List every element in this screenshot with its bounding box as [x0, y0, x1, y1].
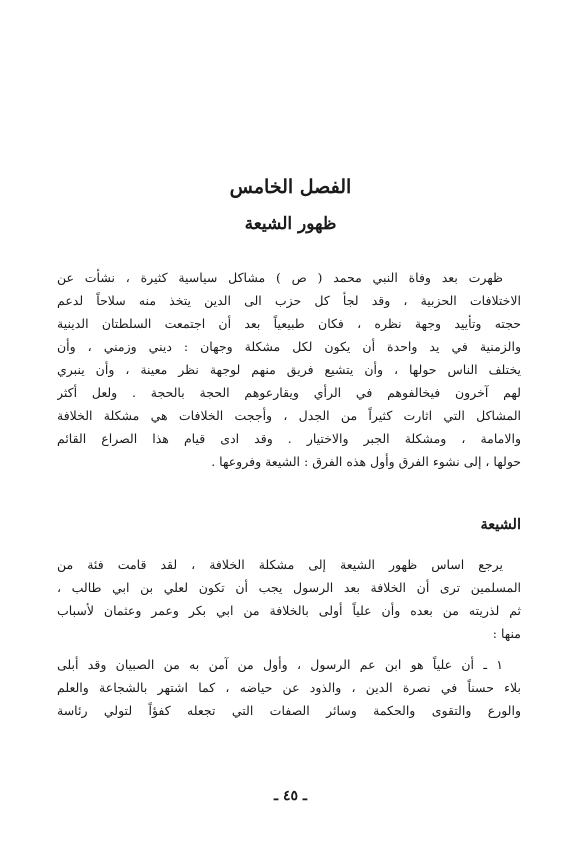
text-line: منها : — [492, 626, 521, 641]
text-line: المشاكل التي اثارت كثيراً من الجدل ، وأججت الخلافات هي مشكلة الخلافة — [57, 408, 521, 423]
text-line: والامامة ، ومشكلة الجبر والاختيار . وقد ادى قيام هذا الصراع القائم — [57, 431, 521, 446]
chapter-title: الفصل الخامس — [229, 176, 352, 198]
text-line: يرجع اساس ظهور الشيعة إلى مشكلة الخلافة ، لقد قامت فئة من — [57, 557, 503, 572]
section-heading: الشيعة — [480, 516, 521, 533]
text-line: لهم آخرون فيخالفوهم في الرأي ويقارعوهم الحجة بالحجة . ولعل أكثر — [57, 385, 521, 400]
text-line: ١ ـ أن علياً هو ابن عم الرسول ، وأول من آمن به من الصبيان وقد أبلى — [57, 657, 503, 672]
text-line: ثم لذريته من بعده وأن علياً أولى بالخلافة من ابي بكر وعمر وعثمان لأسباب — [57, 603, 521, 618]
paragraph-intro — [57, 266, 521, 473]
text-line: والزمنية في يد واحدة أن يكون لكل مشكلة وجهان : ديني وزمني ، وأن — [57, 339, 521, 354]
paragraph-reason-one — [57, 653, 521, 722]
text-line: والورع والتقوى والحكمة وسائر الصفات التي تجعله كفؤاً لتولي رئاسة — [57, 703, 521, 718]
paragraph-shia-origin — [57, 553, 521, 645]
text-line: يختلف الناس حولها ، وأن يتشيع فريق منهم لوجهة نظر معينة ، وأن ينبري — [57, 362, 521, 377]
text-line: ظهرت بعد وفاة النبي محمد ( ص ) مشاكل سياسية كثيرة ، نشأت عن — [57, 270, 503, 285]
text-line: الاختلافات الحزبية ، وقد لجأ كل حزب الى الدين يتخذ منه سلاحاً لدعم — [57, 293, 521, 308]
text-line: حجته وتأييد وجهة نظره ، فكان طبيعياً بعد أن اجتمعت السلطتان الدينية — [57, 316, 521, 331]
chapter-subtitle: ظهور الشيعة — [244, 214, 337, 234]
text-line: حولها ، إلى نشوء الفرق وأول هذه الفرق : الشيعة وفروعها . — [211, 454, 521, 469]
text-line: المسلمين ترى أن الخلافة بعد الرسول يجب أن تكون لعلي بن ابي طالب ، — [57, 580, 521, 595]
text-line: بلاء حسناً في نصرة الدين ، والذود عن حياضه ، كما اشتهر بالشجاعة والعلم — [57, 680, 521, 695]
page-number: ـ ٤٥ ـ — [273, 788, 307, 804]
